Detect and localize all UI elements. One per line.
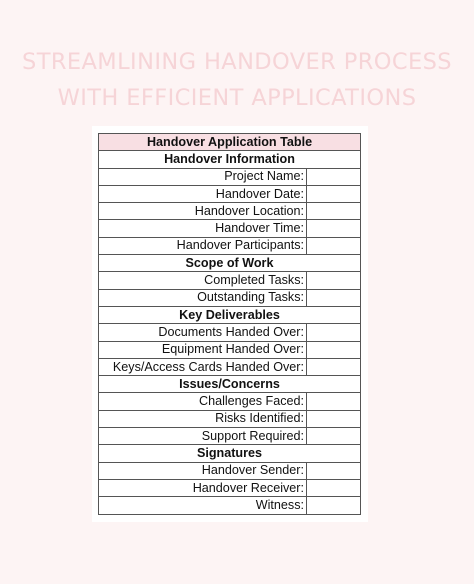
field-value-handover-receiver[interactable] <box>307 479 361 496</box>
field-value-handover-date[interactable] <box>307 185 361 202</box>
section-row <box>99 255 361 272</box>
section-heading-handover-information: Handover Information <box>99 151 361 168</box>
table-row <box>99 462 361 479</box>
field-label-handover-receiver: Handover Receiver: <box>99 479 307 496</box>
table-row <box>99 289 361 306</box>
field-value-keys-access-cards-handed-over[interactable] <box>307 358 361 375</box>
section-heading-scope-of-work: Scope of Work <box>99 255 361 272</box>
page-title-line-1: STREAMLINING HANDOVER PROCESS <box>22 49 452 75</box>
field-value-risks-identified[interactable] <box>307 410 361 427</box>
table-row <box>99 341 361 358</box>
field-label-equipment-handed-over: Equipment Handed Over: <box>99 341 307 358</box>
field-value-handover-participants[interactable] <box>307 237 361 254</box>
field-value-handover-location[interactable] <box>307 203 361 220</box>
table-row <box>99 393 361 410</box>
table-row <box>99 479 361 496</box>
field-value-equipment-handed-over[interactable] <box>307 341 361 358</box>
field-label-outstanding-tasks: Outstanding Tasks: <box>99 289 307 306</box>
field-label-project-name: Project Name: <box>99 168 307 185</box>
section-row <box>99 445 361 462</box>
table-row <box>99 497 361 514</box>
field-label-handover-time: Handover Time: <box>99 220 307 237</box>
handover-table <box>98 133 361 515</box>
table-row <box>99 168 361 185</box>
section-row <box>99 376 361 393</box>
field-label-witness: Witness: <box>99 497 307 514</box>
field-value-witness[interactable] <box>307 497 361 514</box>
field-value-completed-tasks[interactable] <box>307 272 361 289</box>
field-value-support-required[interactable] <box>307 428 361 445</box>
table-title: Handover Application Table <box>99 134 361 151</box>
handover-table-body <box>99 134 361 515</box>
field-label-risks-identified: Risks Identified: <box>99 410 307 427</box>
field-label-handover-date: Handover Date: <box>99 185 307 202</box>
table-row <box>99 185 361 202</box>
field-label-handover-sender: Handover Sender: <box>99 462 307 479</box>
field-label-documents-handed-over: Documents Handed Over: <box>99 324 307 341</box>
field-value-project-name[interactable] <box>307 168 361 185</box>
section-row <box>99 306 361 323</box>
field-label-handover-participants: Handover Participants: <box>99 237 307 254</box>
section-heading-signatures: Signatures <box>99 445 361 462</box>
field-label-keys-access-cards-handed-over: Keys/Access Cards Handed Over: <box>99 358 307 375</box>
field-value-documents-handed-over[interactable] <box>307 324 361 341</box>
table-row <box>99 237 361 254</box>
table-row <box>99 410 361 427</box>
field-value-handover-sender[interactable] <box>307 462 361 479</box>
field-label-support-required: Support Required: <box>99 428 307 445</box>
section-row <box>99 151 361 168</box>
field-value-challenges-faced[interactable] <box>307 393 361 410</box>
page-title <box>0 44 474 116</box>
section-heading-key-deliverables: Key Deliverables <box>99 306 361 323</box>
table-row <box>99 428 361 445</box>
page-title-line-2: WITH EFFICIENT APPLICATIONS <box>57 85 417 111</box>
table-title-row <box>99 134 361 151</box>
table-row <box>99 358 361 375</box>
field-label-completed-tasks: Completed Tasks: <box>99 272 307 289</box>
field-label-handover-location: Handover Location: <box>99 203 307 220</box>
table-row <box>99 203 361 220</box>
table-row <box>99 272 361 289</box>
field-label-challenges-faced: Challenges Faced: <box>99 393 307 410</box>
field-value-handover-time[interactable] <box>307 220 361 237</box>
section-heading-issues-concerns: Issues/Concerns <box>99 376 361 393</box>
document-sheet <box>92 126 368 522</box>
table-row <box>99 324 361 341</box>
table-row <box>99 220 361 237</box>
field-value-outstanding-tasks[interactable] <box>307 289 361 306</box>
